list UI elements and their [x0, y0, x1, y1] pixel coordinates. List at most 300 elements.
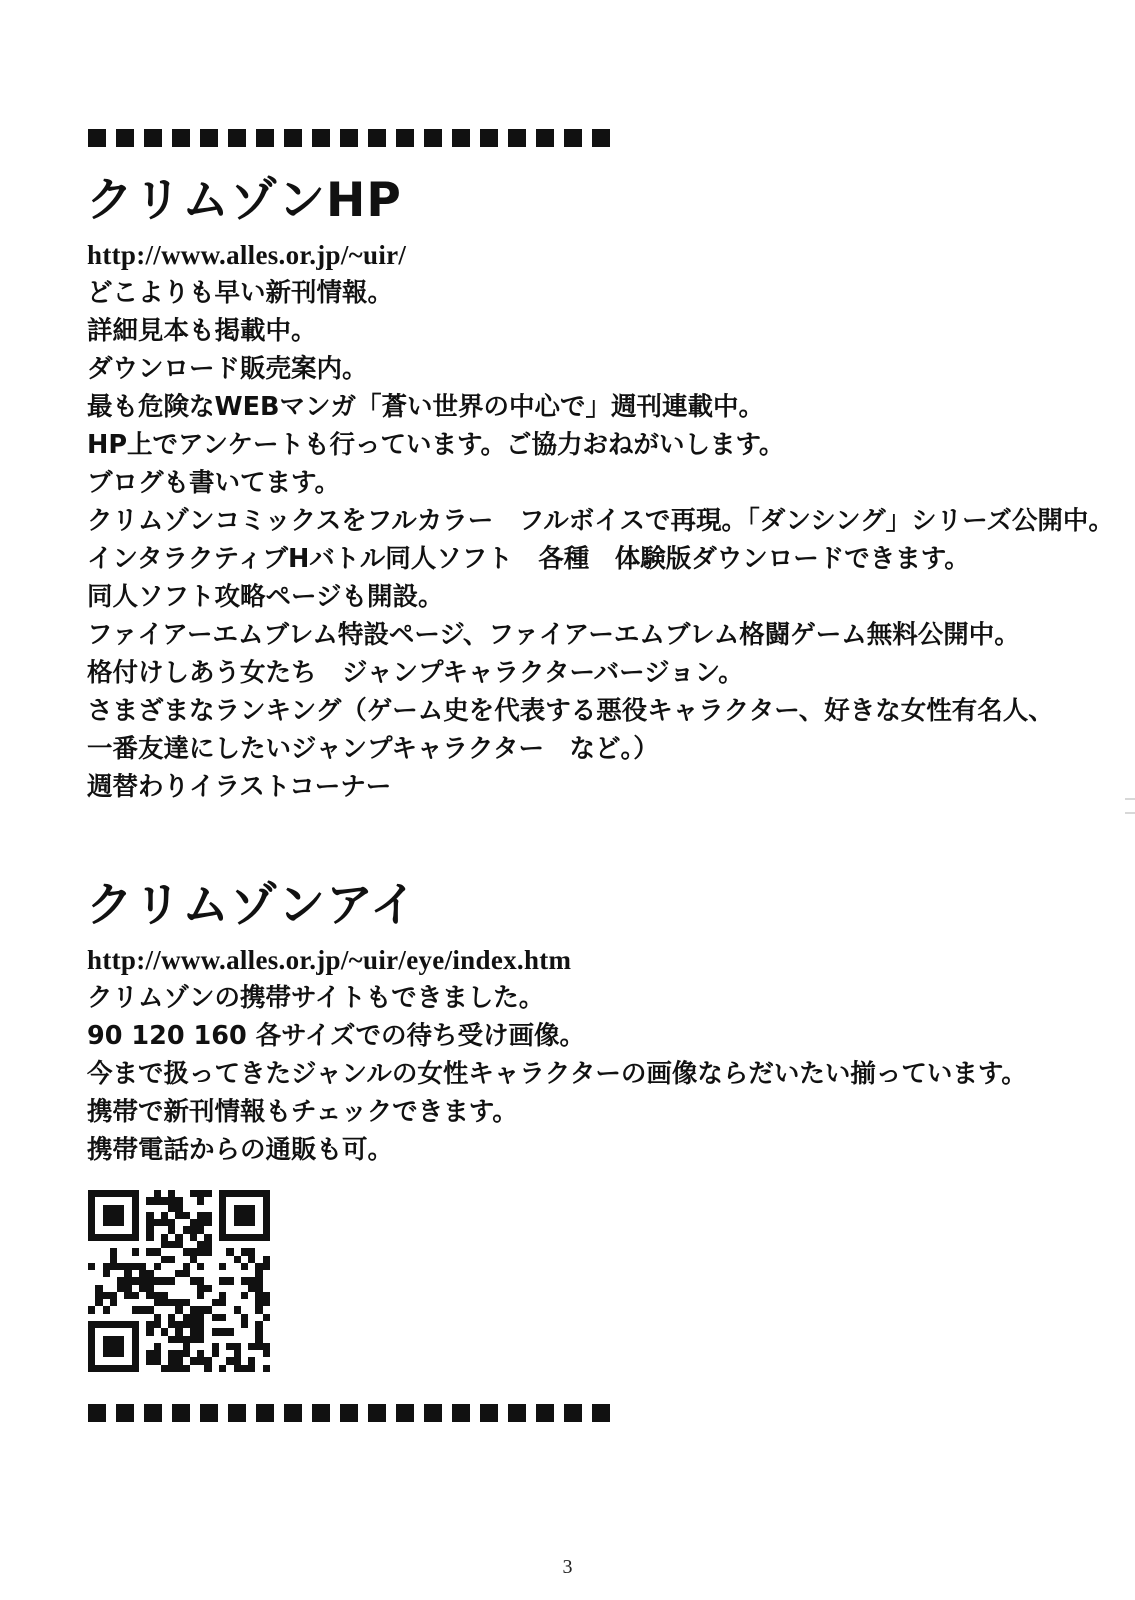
qr-module [255, 1357, 262, 1364]
qr-module [204, 1343, 211, 1350]
qr-module [226, 1336, 233, 1343]
qr-module [168, 1314, 175, 1321]
qr-module [190, 1314, 197, 1321]
qr-module [197, 1336, 204, 1343]
qr-module [117, 1343, 124, 1350]
qr-module [103, 1190, 110, 1197]
qr-module [255, 1365, 262, 1372]
qr-module [103, 1212, 110, 1219]
qr-module [88, 1306, 95, 1313]
qr-module [124, 1292, 131, 1299]
qr-module [226, 1256, 233, 1263]
qr-module [117, 1270, 124, 1277]
qr-module [139, 1197, 146, 1204]
qr-module [241, 1256, 248, 1263]
qr-module [204, 1292, 211, 1299]
qr-module [146, 1205, 153, 1212]
qr-module [226, 1226, 233, 1233]
qr-module [212, 1343, 219, 1350]
qr-module [190, 1299, 197, 1306]
qr-module [146, 1190, 153, 1197]
rule-square [508, 129, 526, 147]
qr-module [212, 1270, 219, 1277]
qr-module [255, 1321, 262, 1328]
qr-module [248, 1205, 255, 1212]
qr-module [248, 1336, 255, 1343]
body-line: 詳細見本も掲載中。 [87, 316, 317, 346]
qr-module [161, 1299, 168, 1306]
qr-module [226, 1328, 233, 1335]
qr-module [241, 1343, 248, 1350]
rule-square [396, 1404, 414, 1422]
qr-module [175, 1350, 182, 1357]
qr-module [124, 1357, 131, 1364]
qr-module [124, 1299, 131, 1306]
qr-module [241, 1205, 248, 1212]
qr-module [103, 1292, 110, 1299]
qr-module [226, 1299, 233, 1306]
qr-module [124, 1212, 131, 1219]
qr-module [117, 1190, 124, 1197]
qr-module [263, 1190, 270, 1197]
qr-module [103, 1234, 110, 1241]
qr-module [117, 1314, 124, 1321]
qr-module [255, 1241, 262, 1248]
qr-module [103, 1343, 110, 1350]
qr-module [132, 1226, 139, 1233]
qr-module [154, 1299, 161, 1306]
qr-module [263, 1343, 270, 1350]
qr-module [197, 1321, 204, 1328]
qr-module [183, 1263, 190, 1270]
qr-module [248, 1212, 255, 1219]
qr-module [161, 1219, 168, 1226]
qr-module [255, 1270, 262, 1277]
qr-module [139, 1241, 146, 1248]
qr-module [241, 1321, 248, 1328]
qr-module [248, 1306, 255, 1313]
rule-square [228, 129, 246, 147]
qr-module [175, 1365, 182, 1372]
qr-module [161, 1350, 168, 1357]
qr-module [154, 1205, 161, 1212]
qr-module [263, 1299, 270, 1306]
qr-module [88, 1343, 95, 1350]
qr-module [263, 1212, 270, 1219]
qr-module [241, 1197, 248, 1204]
qr-module [197, 1190, 204, 1197]
qr-module [124, 1263, 131, 1270]
qr-module [219, 1314, 226, 1321]
body-line: インタラクティブHバトル同人ソフト 各種 体験版ダウンロードできます。 [87, 544, 970, 574]
qr-module [255, 1350, 262, 1357]
qr-module [197, 1270, 204, 1277]
qr-module [161, 1241, 168, 1248]
qr-module [219, 1190, 226, 1197]
qr-module [146, 1219, 153, 1226]
qr-module [154, 1314, 161, 1321]
qr-module [241, 1234, 248, 1241]
qr-module [190, 1270, 197, 1277]
qr-module [234, 1190, 241, 1197]
qr-module [132, 1306, 139, 1313]
qr-module [255, 1234, 262, 1241]
qr-module [132, 1241, 139, 1248]
qr-module [190, 1205, 197, 1212]
qr-module [234, 1292, 241, 1299]
qr-module [226, 1277, 233, 1284]
rule-square [592, 1404, 610, 1422]
qr-module [248, 1263, 255, 1270]
qr-module [226, 1248, 233, 1255]
qr-module [154, 1357, 161, 1364]
qr-module [234, 1263, 241, 1270]
rule-square [340, 129, 358, 147]
rule-square [424, 1404, 442, 1422]
qr-module [117, 1299, 124, 1306]
qr-module [168, 1328, 175, 1335]
qr-module [103, 1350, 110, 1357]
qr-module [190, 1190, 197, 1197]
qr-module [226, 1212, 233, 1219]
qr-module [226, 1314, 233, 1321]
qr-module [117, 1212, 124, 1219]
qr-module [234, 1212, 241, 1219]
site-url-crimson-eye[interactable]: http://www.alles.or.jp/~uir/eye/index.htm [87, 945, 572, 975]
qr-module [117, 1226, 124, 1233]
qr-module [161, 1277, 168, 1284]
qr-module [219, 1285, 226, 1292]
qr-module [197, 1263, 204, 1270]
qr-module [212, 1241, 219, 1248]
rule-square [172, 1404, 190, 1422]
qr-module [204, 1219, 211, 1226]
qr-module [234, 1285, 241, 1292]
qr-module [255, 1263, 262, 1270]
qr-module [190, 1212, 197, 1219]
qr-module [139, 1248, 146, 1255]
qr-module [124, 1219, 131, 1226]
qr-module [263, 1350, 270, 1357]
qr-module [154, 1234, 161, 1241]
qr-module [197, 1277, 204, 1284]
rule-square [144, 129, 162, 147]
qr-module [132, 1336, 139, 1343]
qr-module [139, 1314, 146, 1321]
qr-module [146, 1226, 153, 1233]
qr-module [219, 1343, 226, 1350]
qr-module [88, 1292, 95, 1299]
qr-module [219, 1219, 226, 1226]
qr-module [168, 1306, 175, 1313]
qr-module [190, 1292, 197, 1299]
body-line: どこよりも早い新刊情報。 [87, 278, 394, 308]
qr-module [154, 1321, 161, 1328]
qr-code [88, 1190, 270, 1372]
qr-module [175, 1299, 182, 1306]
qr-module [212, 1263, 219, 1270]
body-line: 週替わりイラストコーナー [87, 772, 392, 802]
qr-module [197, 1212, 204, 1219]
qr-module [154, 1292, 161, 1299]
qr-module [95, 1357, 102, 1364]
qr-module [234, 1365, 241, 1372]
qr-module [132, 1270, 139, 1277]
qr-module [168, 1197, 175, 1204]
qr-module [110, 1212, 117, 1219]
qr-module [175, 1256, 182, 1263]
qr-module [124, 1336, 131, 1343]
qr-module [110, 1241, 117, 1248]
qr-module [219, 1256, 226, 1263]
qr-module [146, 1336, 153, 1343]
qr-module [95, 1270, 102, 1277]
qr-module [241, 1248, 248, 1255]
qr-module [255, 1292, 262, 1299]
qr-module [110, 1277, 117, 1284]
rule-square [88, 1404, 106, 1422]
qr-module [212, 1350, 219, 1357]
qr-module [95, 1306, 102, 1313]
qr-module [132, 1205, 139, 1212]
qr-module [139, 1234, 146, 1241]
qr-module [154, 1328, 161, 1335]
qr-module [183, 1277, 190, 1284]
qr-module [234, 1226, 241, 1233]
qr-module [226, 1197, 233, 1204]
qr-module [197, 1197, 204, 1204]
qr-module [103, 1205, 110, 1212]
qr-module [226, 1306, 233, 1313]
qr-module [95, 1248, 102, 1255]
qr-module [139, 1270, 146, 1277]
qr-module [241, 1350, 248, 1357]
rule-square [368, 129, 386, 147]
qr-module [190, 1285, 197, 1292]
qr-module [161, 1365, 168, 1372]
qr-module [234, 1270, 241, 1277]
qr-module [241, 1241, 248, 1248]
qr-module [124, 1314, 131, 1321]
qr-module [204, 1357, 211, 1364]
qr-module [124, 1321, 131, 1328]
qr-module [241, 1190, 248, 1197]
qr-module [241, 1328, 248, 1335]
qr-module [175, 1248, 182, 1255]
qr-module [110, 1197, 117, 1204]
qr-module [263, 1285, 270, 1292]
qr-module [103, 1321, 110, 1328]
qr-module [248, 1357, 255, 1364]
qr-module [103, 1299, 110, 1306]
qr-module [212, 1197, 219, 1204]
qr-module [146, 1343, 153, 1350]
qr-module [103, 1241, 110, 1248]
qr-module [255, 1205, 262, 1212]
qr-module [234, 1321, 241, 1328]
qr-module [146, 1256, 153, 1263]
qr-module [146, 1365, 153, 1372]
qr-module [95, 1190, 102, 1197]
page-edge-mark [1125, 798, 1135, 800]
qr-module [255, 1306, 262, 1313]
qr-module [132, 1299, 139, 1306]
qr-module [212, 1277, 219, 1284]
qr-module [219, 1226, 226, 1233]
qr-module [226, 1321, 233, 1328]
qr-module [197, 1205, 204, 1212]
qr-module [110, 1350, 117, 1357]
qr-module [248, 1190, 255, 1197]
qr-module [168, 1270, 175, 1277]
qr-module [263, 1328, 270, 1335]
qr-module [124, 1241, 131, 1248]
qr-module [110, 1219, 117, 1226]
qr-module [219, 1197, 226, 1204]
qr-module [212, 1292, 219, 1299]
qr-module [103, 1197, 110, 1204]
qr-module [175, 1336, 182, 1343]
qr-module [183, 1357, 190, 1364]
qr-module [139, 1205, 146, 1212]
qr-module [103, 1226, 110, 1233]
qr-module [103, 1314, 110, 1321]
qr-module [110, 1270, 117, 1277]
qr-module [168, 1241, 175, 1248]
site-url-crimson-hp[interactable]: http://www.alles.or.jp/~uir/ [87, 240, 407, 270]
qr-module [263, 1314, 270, 1321]
qr-module [263, 1248, 270, 1255]
qr-module [255, 1248, 262, 1255]
qr-module [197, 1285, 204, 1292]
qr-module [161, 1212, 168, 1219]
section-body-crimson-hp [87, 236, 1114, 806]
qr-module [248, 1234, 255, 1241]
qr-module [212, 1314, 219, 1321]
qr-module [117, 1328, 124, 1335]
body-line: HP上でアンケートも行っています。ご協力おねがいします。 [87, 430, 785, 460]
qr-module [154, 1212, 161, 1219]
rule-square [284, 129, 302, 147]
qr-module [248, 1299, 255, 1306]
qr-module [197, 1357, 204, 1364]
qr-module [219, 1234, 226, 1241]
qr-module [110, 1256, 117, 1263]
qr-module [255, 1197, 262, 1204]
qr-module [204, 1299, 211, 1306]
qr-module [139, 1357, 146, 1364]
qr-module [146, 1285, 153, 1292]
qr-module [88, 1314, 95, 1321]
qr-module [183, 1197, 190, 1204]
qr-module [132, 1197, 139, 1204]
qr-module [197, 1256, 204, 1263]
qr-module [234, 1306, 241, 1313]
body-line: 90 120 160 各サイズでの待ち受け画像。 [87, 1021, 586, 1051]
qr-module [146, 1306, 153, 1313]
qr-module [212, 1285, 219, 1292]
qr-module [255, 1343, 262, 1350]
qr-module [183, 1256, 190, 1263]
qr-module [103, 1328, 110, 1335]
qr-module [175, 1306, 182, 1313]
qr-module [168, 1343, 175, 1350]
body-line: 今まで扱ってきたジャンルの女性キャラクターの画像ならだいたい揃っています。 [87, 1059, 1027, 1089]
qr-module [263, 1226, 270, 1233]
rule-square [424, 129, 442, 147]
qr-module [234, 1314, 241, 1321]
qr-module [248, 1292, 255, 1299]
qr-module [139, 1299, 146, 1306]
rule-square [452, 1404, 470, 1422]
qr-module [183, 1328, 190, 1335]
qr-module [168, 1321, 175, 1328]
qr-module [190, 1365, 197, 1372]
qr-module [110, 1285, 117, 1292]
qr-module [226, 1234, 233, 1241]
qr-module [168, 1357, 175, 1364]
qr-module [103, 1248, 110, 1255]
qr-module [139, 1226, 146, 1233]
qr-module [241, 1314, 248, 1321]
qr-module [154, 1270, 161, 1277]
qr-module [204, 1241, 211, 1248]
rule-square [116, 129, 134, 147]
qr-module [95, 1212, 102, 1219]
qr-module [204, 1256, 211, 1263]
qr-module [175, 1205, 182, 1212]
qr-module [95, 1343, 102, 1350]
qr-module [95, 1197, 102, 1204]
qr-module [234, 1343, 241, 1350]
qr-module [161, 1205, 168, 1212]
qr-module [212, 1328, 219, 1335]
qr-module [190, 1248, 197, 1255]
qr-module [204, 1263, 211, 1270]
qr-module [110, 1314, 117, 1321]
qr-module [263, 1256, 270, 1263]
qr-module [219, 1350, 226, 1357]
qr-module [197, 1219, 204, 1226]
qr-module [146, 1357, 153, 1364]
qr-module [168, 1350, 175, 1357]
qr-module [88, 1212, 95, 1219]
qr-module [197, 1306, 204, 1313]
qr-module [139, 1277, 146, 1284]
qr-module [146, 1292, 153, 1299]
qr-module [117, 1357, 124, 1364]
qr-module [241, 1212, 248, 1219]
qr-module [197, 1365, 204, 1372]
qr-module [241, 1277, 248, 1284]
qr-module [88, 1190, 95, 1197]
qr-module [219, 1365, 226, 1372]
qr-module [226, 1263, 233, 1270]
qr-module [219, 1263, 226, 1270]
qr-module [132, 1328, 139, 1335]
qr-module [248, 1343, 255, 1350]
qr-module [183, 1306, 190, 1313]
qr-module [124, 1328, 131, 1335]
qr-module [175, 1270, 182, 1277]
qr-module [226, 1365, 233, 1372]
page-number: 3 [562, 1556, 573, 1578]
qr-module [161, 1336, 168, 1343]
qr-module [241, 1219, 248, 1226]
qr-module [161, 1306, 168, 1313]
qr-module [110, 1328, 117, 1335]
qr-module [132, 1212, 139, 1219]
